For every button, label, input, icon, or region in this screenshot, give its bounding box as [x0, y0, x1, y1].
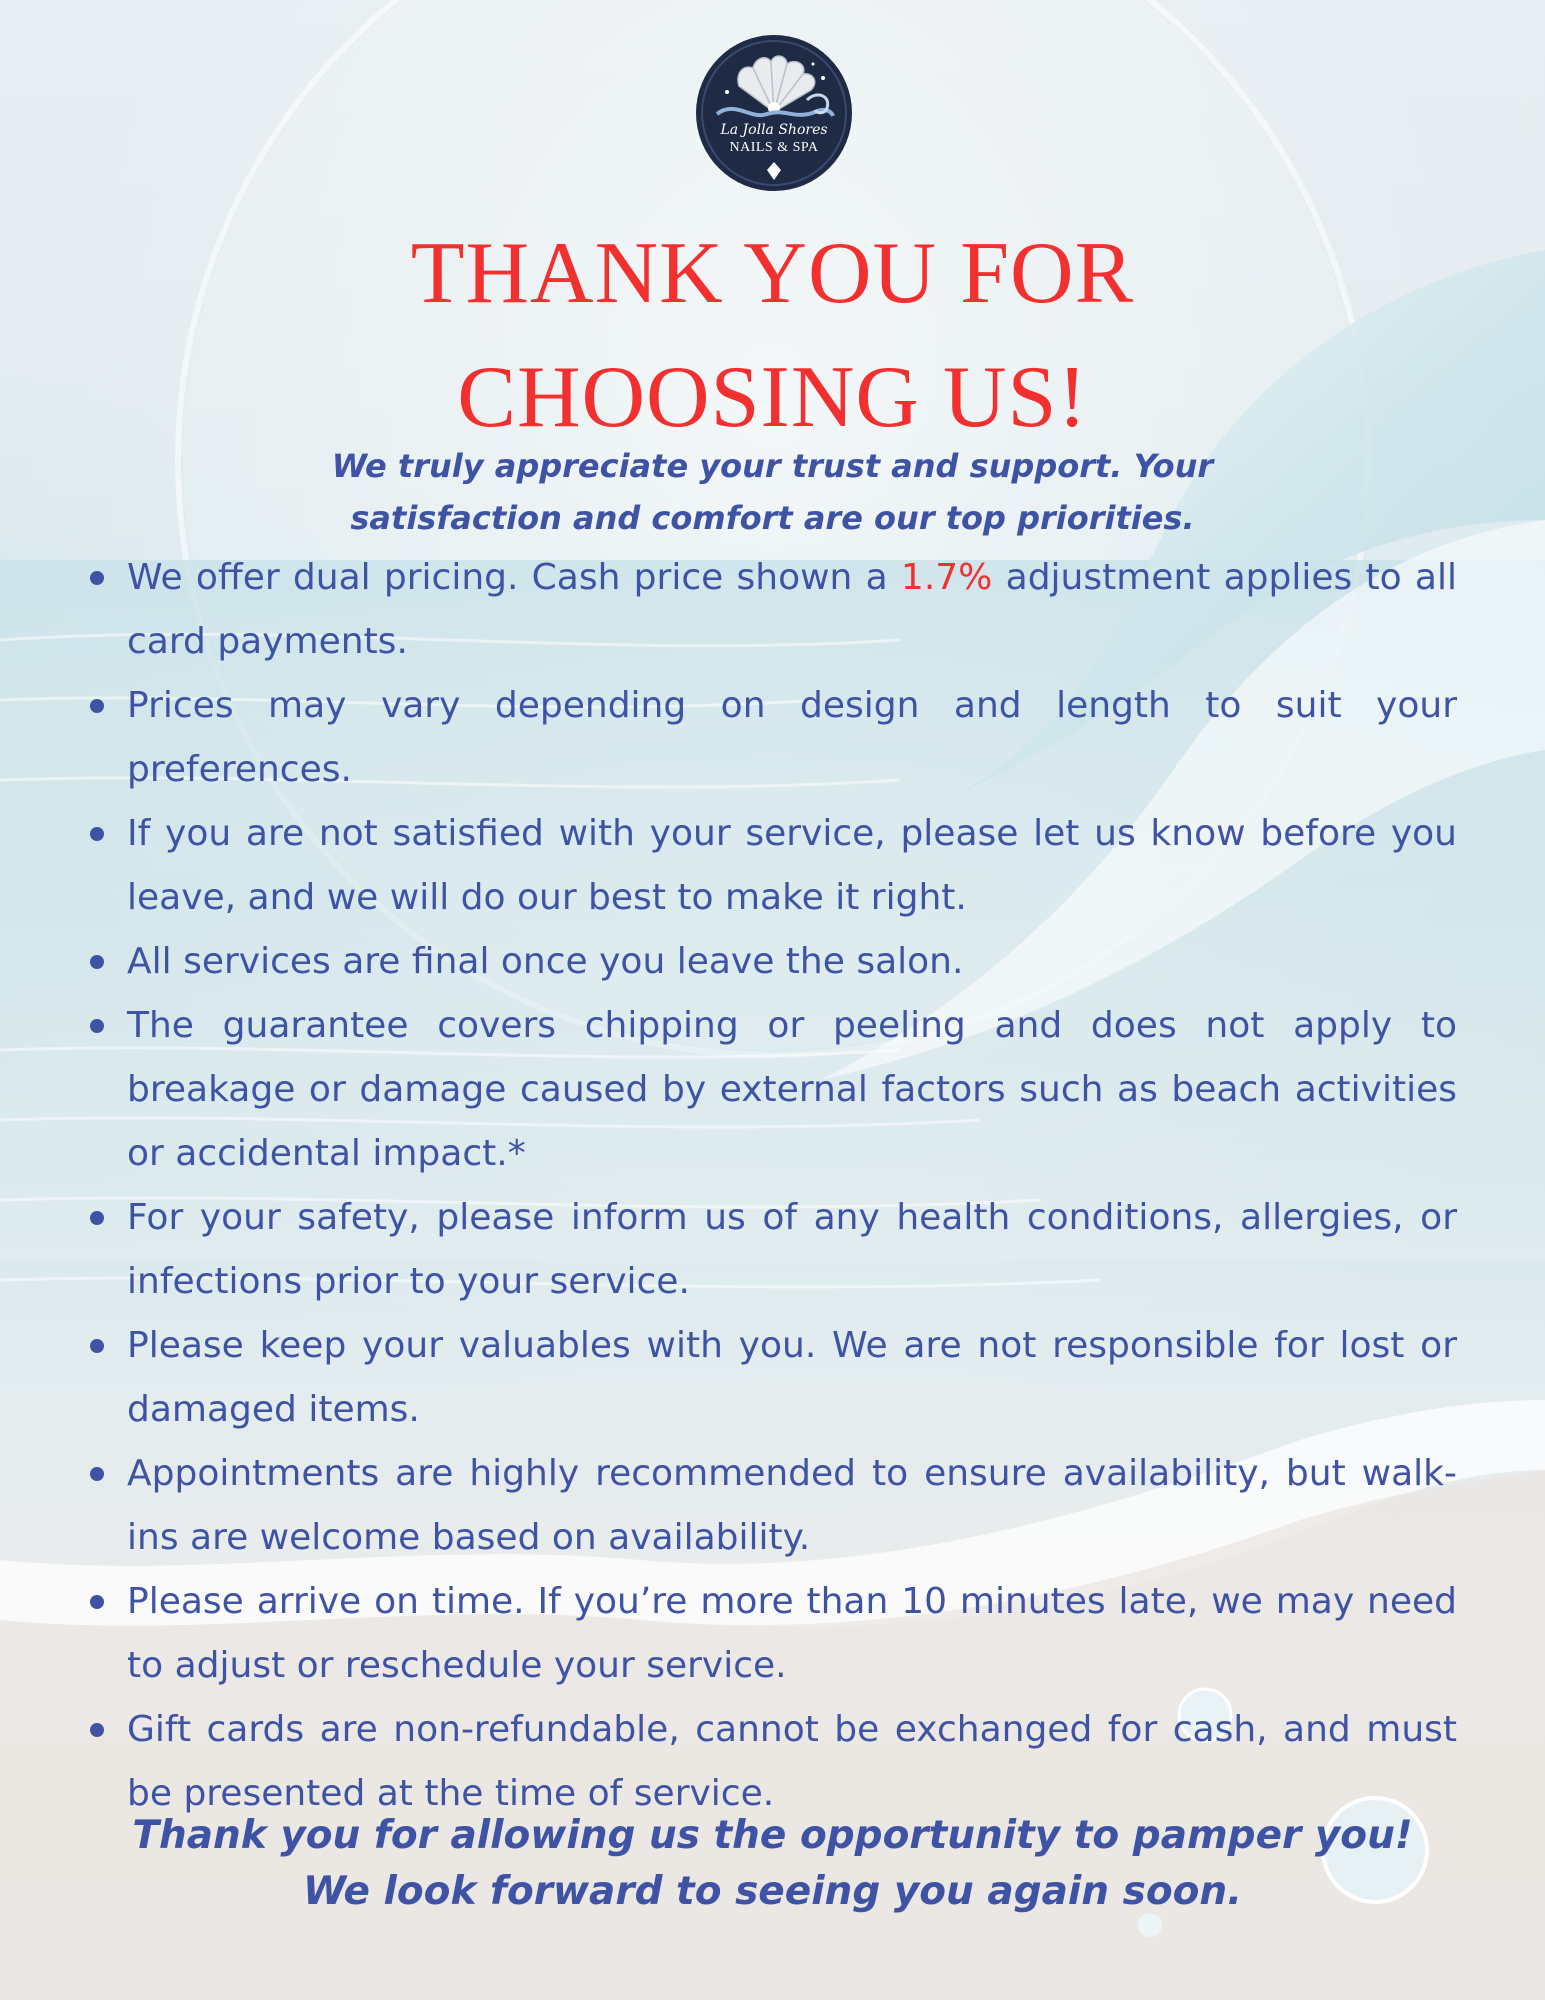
policy-text: adjustment applies to all card payments. [127, 557, 1457, 662]
policy-item-appointments [127, 1442, 1457, 1570]
closing-message [0, 1808, 1545, 1920]
bullet-icon [90, 827, 104, 841]
subtitle-line-1: We truly appreciate your trust and support. Your [331, 447, 1214, 485]
policy-text: Prices may vary depending on design and length to suit your preferences. [127, 685, 1457, 790]
page-title [0, 212, 1545, 460]
salon-logo [695, 34, 853, 192]
bullet-icon [90, 1595, 104, 1609]
policy-item-safety [127, 1186, 1457, 1314]
closing-line-2: We look forward to seeing you again soon. [302, 1869, 1243, 1914]
policy-item-final-services [127, 930, 1457, 994]
bullet-icon [90, 1339, 104, 1353]
policy-text: Gift cards are non-refundable, cannot be exchanged for cash, and must be presented at the time of service. [127, 1709, 1457, 1814]
subtitle [0, 440, 1545, 544]
policy-item-valuables [127, 1314, 1457, 1442]
title-line-2: CHOOSING US! [457, 349, 1088, 446]
logo-brand-name: La Jolla Shores [720, 122, 828, 138]
subtitle-line-2: satisfaction and comfort are our top priorities. [350, 499, 1195, 537]
bullet-icon [90, 699, 104, 713]
bullet-icon [90, 1019, 104, 1033]
policy-text: Appointments are highly recommended to ensure availability, but walk-ins are welcome based on availability. [127, 1453, 1457, 1558]
price-adjustment-highlight: 1.7% [900, 557, 993, 598]
title-line-1: THANK YOU FOR [410, 225, 1135, 322]
policy-text: Please keep your valuables with you. We are not responsible for lost or damaged items. [127, 1325, 1457, 1430]
bullet-icon [90, 1723, 104, 1737]
policy-text: For your safety, please inform us of any health conditions, allergies, or infections prior to your service. [127, 1197, 1457, 1302]
logo-brand-subtitle: NAILS & SPA [729, 140, 819, 155]
policy-list [127, 546, 1457, 1826]
bullet-icon [90, 571, 104, 585]
closing-line-1: Thank you for allowing us the opportunity to pamper you! [132, 1813, 1413, 1858]
bullet-icon [90, 955, 104, 969]
bullet-icon [90, 1211, 104, 1225]
shell-logo-icon [695, 34, 853, 192]
policy-item-satisfaction [127, 802, 1457, 930]
policy-text: All services are final once you leave the salon. [127, 941, 964, 982]
policy-item-gift-cards [127, 1698, 1457, 1826]
policy-item-prices [127, 674, 1457, 802]
policy-text: The guarantee covers chipping or peeling and does not apply to breakage or damage caused by external factors such as beach activities or accidental impact.* [127, 1005, 1457, 1174]
policy-text: We offer dual pricing. Cash price shown a [127, 557, 901, 598]
policy-item-guarantee [127, 994, 1457, 1186]
bullet-icon [90, 1467, 104, 1481]
policy-item-dual-pricing [127, 546, 1457, 674]
policy-text: If you are not satisfied with your service, please let us know before you leave, and we will do our best to make it right. [127, 813, 1457, 918]
policy-text: Please arrive on time. If you’re more than 10 minutes late, we may need to adjust or reschedule your service. [127, 1581, 1457, 1686]
policy-item-arrival [127, 1570, 1457, 1698]
